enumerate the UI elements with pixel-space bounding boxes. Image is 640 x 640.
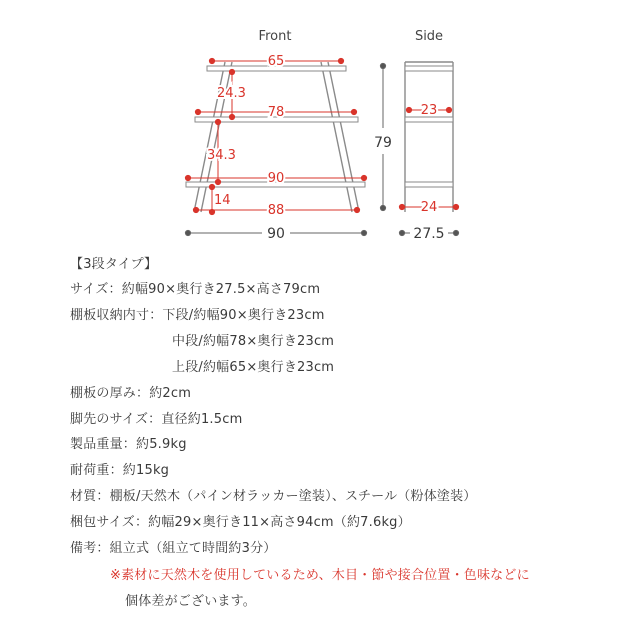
dim-dot (193, 207, 198, 212)
dim-gap-mid-low: 34.3 (207, 148, 236, 163)
dim-low-height: 14 (214, 193, 231, 208)
front-dimensions (185, 58, 366, 214)
dim-gap-top-mid: 24.3 (217, 86, 246, 101)
front-left-outer-leg (194, 62, 225, 212)
front-right-inner-leg (321, 62, 352, 212)
front-right-outer-leg (328, 62, 359, 212)
front-shelves (186, 66, 365, 187)
side-view-label: Side (414, 29, 444, 44)
shelf-dimension-diagram (0, 0, 640, 250)
dim-dot (195, 109, 200, 114)
dim-dot (351, 109, 356, 114)
dim-dot (361, 175, 366, 180)
side-frame (405, 62, 453, 212)
dim-side-total-depth: 27.5 (413, 226, 445, 242)
dim-dot (215, 179, 220, 184)
spec-material: 材質：棚板/天然木（パイン材ラッカー塗装）、スチール（粉体塗装） (70, 489, 477, 504)
dim-dot (338, 58, 343, 63)
side-shelf-top (405, 66, 453, 71)
spec-size: サイズ：約幅90×奥行き27.5×高さ79cm (70, 282, 321, 297)
dim-dot (215, 119, 220, 124)
spec-weight: 製品重量：約5.9kg (70, 437, 187, 452)
spec-title: 【3段タイプ】 (70, 257, 158, 272)
spec-load: 耐荷重：約15kg (70, 463, 170, 478)
dim-dot (354, 207, 359, 212)
dim-total-width: 90 (267, 226, 285, 242)
front-view-label: Front (258, 29, 292, 44)
spec-package: 梱包サイズ：約幅29×奥行き11×高さ94cm（約7.6kg） (70, 515, 411, 530)
dim-low-width: 90 (267, 171, 285, 186)
dim-side-height: 79 (374, 135, 392, 151)
dim-dot (209, 58, 214, 63)
spec-shelf-mid: 中段/約幅78×奥行き23cm (172, 334, 335, 349)
front-frame (194, 62, 359, 212)
dim-top-width: 65 (267, 54, 285, 69)
side-shelves (405, 66, 453, 187)
side-shelf-low (405, 182, 453, 187)
spec-foot: 脚先のサイズ：直径約1.5cm (70, 412, 243, 427)
dim-side-shelf-depth: 23 (420, 103, 438, 118)
dim-dot (209, 184, 214, 189)
spec-remarks: 備考：組立式（組立て時間約3分） (70, 541, 277, 556)
dim-dot (229, 69, 234, 74)
dim-mid-width: 78 (267, 105, 285, 120)
dim-side-foot-depth: 24 (420, 200, 438, 215)
spec-thickness: 棚板の厚み：約2cm (70, 386, 192, 401)
spec-note-line2: 個体差がございます。 (125, 594, 256, 609)
spec-shelf-top: 上段/約幅65×奥行き23cm (172, 360, 335, 375)
side-dimensions (399, 107, 458, 209)
spec-shelf-low: 棚板収納内寸：下段/約幅90×奥行き23cm (70, 308, 325, 323)
dim-dot (229, 114, 234, 119)
dim-dot (185, 175, 190, 180)
front-left-inner-leg (201, 62, 232, 212)
dim-foot-span: 88 (267, 203, 285, 218)
dim-dot (209, 209, 214, 214)
spec-note-line1: ※素材に天然木を使用しているため、木目・節や接合位置・色味などに (110, 568, 530, 583)
